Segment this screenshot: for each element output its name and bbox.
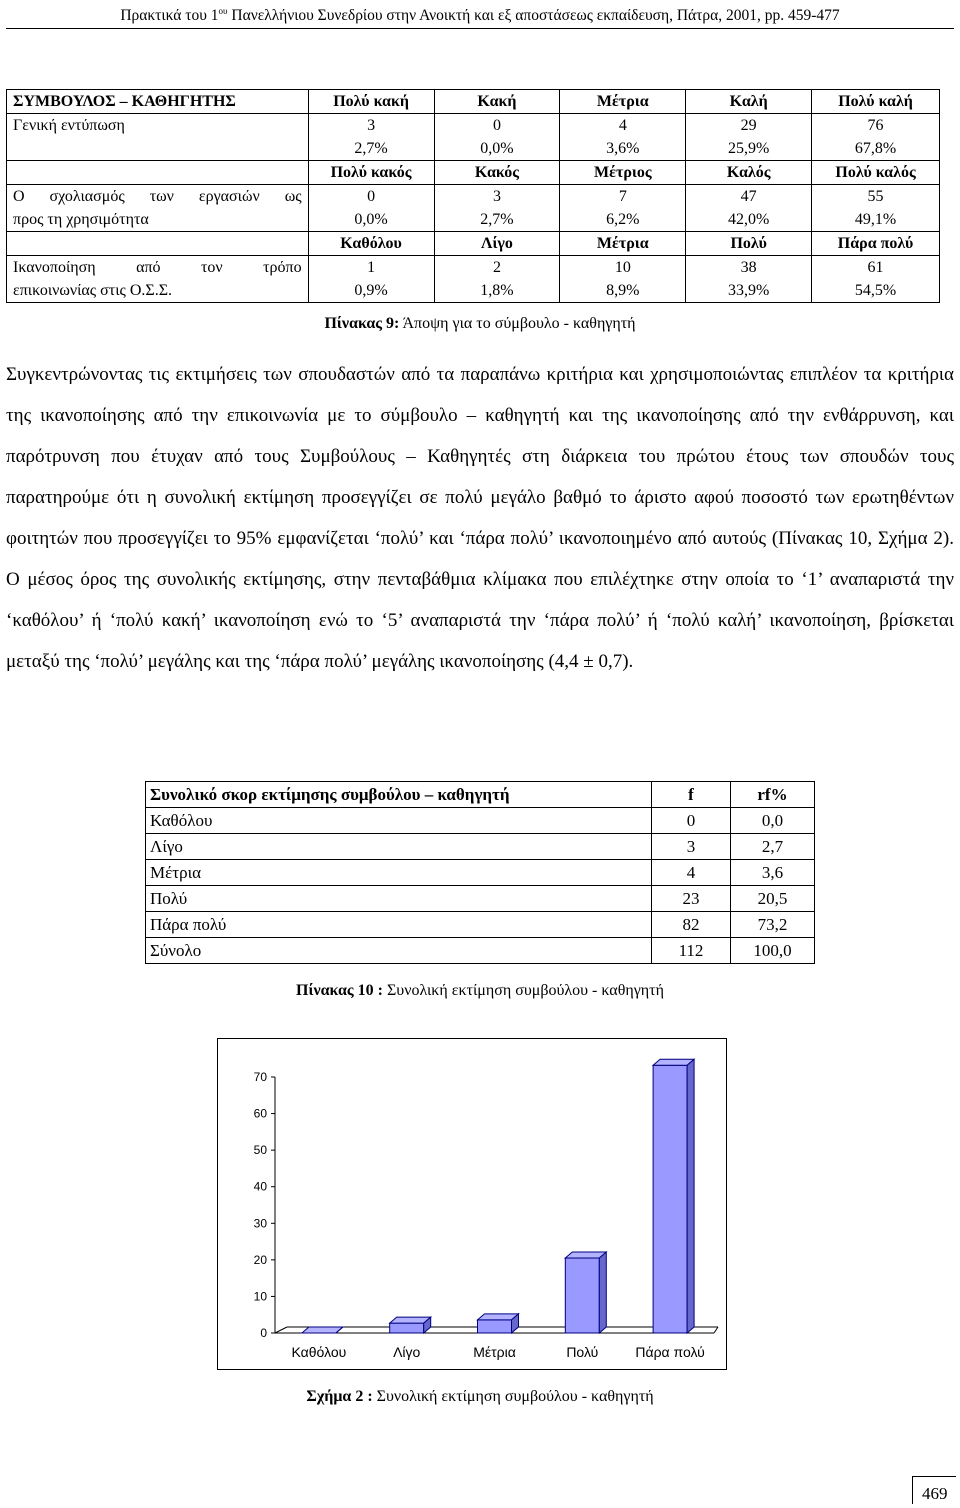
percent: 0,0% [480, 140, 514, 157]
table-cell: 3 [652, 834, 731, 860]
table-10 [145, 781, 815, 964]
count: 0 [492, 117, 501, 134]
table9-scale2-cell: Μέτριος [560, 161, 686, 185]
table9-cell [434, 114, 560, 161]
x-tick-label: Καθόλου [291, 1344, 347, 1360]
count: 3 [492, 188, 501, 205]
footer-rule-vertical [912, 1476, 913, 1504]
table9-cell [308, 256, 434, 303]
table-9 [6, 89, 940, 303]
percent: 6,2% [606, 211, 640, 228]
table9-cell [434, 256, 560, 303]
count: 3 [367, 117, 376, 134]
bar-side [687, 1059, 694, 1333]
percent: 42,0% [728, 211, 770, 228]
count: 7 [618, 188, 627, 205]
table9-row-label [7, 256, 309, 303]
table9-cell [812, 114, 940, 161]
y-tick-label: 10 [253, 1289, 267, 1304]
table-cell: Σύνολο [146, 938, 652, 964]
bar [653, 1065, 687, 1333]
body-paragraph: Συγκεντρώνοντας τις εκτιμήσεις των σπουδαστών από τα παραπάνω κριτήρια και χρησιμοποιώντας επιπλέον τα κριτήρια της ικανοποίησης από την επικοινωνία με το σύμβουλο – καθηγητή και της ικανοποίησης από την ενθάρρυνση, και παρότρυνση που έτυχαν από τους Συμβούλους – Καθηγητές στη διάρκεια του πρώτου έτους των σπουδών τους παρατηρούμε ότι η συνολική εκτίμηση προσεγγίζει σε πολύ μεγάλο βαθμό το άριστο αφού ποσοστό των ερωτηθέντων φοιτητών που προσεγγίζει το 95% εμφανίζεται ‘πολύ’ και ‘πάρα πολύ’ ικανοποιημένο από αυτούς (Πίνακας 10, Σχήμα 2). Ο μέσος όρος της συνολικής εκτίμησης, στην πενταβάθμια κλίμακα που επιλέχτηκε στην οποία το ‘1’ αναπαριστά την ‘καθόλου’ ή ‘πολύ κακή’ ικανοποίηση ενώ το ‘5’ αναπαριστά την ‘πάρα πολύ’ ή ‘πολύ καλή’ ικανοποίηση, βρίσκεται μεταξύ της ‘πολύ’ μεγάλης και της ‘πάρα πολύ’ μεγάλης ικανοποίησης (4,4 ± 0,7). [6, 364, 954, 672]
table9-scale1-cell: Καλή [686, 90, 812, 114]
table-cell: 100,0 [731, 938, 815, 964]
table-cell: Πολύ [146, 886, 652, 912]
table9-header-row [7, 90, 940, 114]
table9-scale2-cell: Κακός [434, 161, 560, 185]
table9-row [7, 114, 940, 161]
table-row [146, 938, 815, 964]
table9-row [7, 256, 940, 303]
table9-row-label [7, 185, 309, 232]
table9-scale1-cell: Πολύ καλή [812, 90, 940, 114]
table9-cell [560, 114, 686, 161]
table9-cell [434, 185, 560, 232]
percent: 25,9% [728, 140, 770, 157]
table9-cell [560, 185, 686, 232]
table9-scale-row [7, 161, 940, 185]
caption-text: Συνολική εκτίμηση συμβούλου - καθηγητή [372, 1388, 654, 1405]
table9-scale3-cell: Μέτρια [560, 232, 686, 256]
percent: 2,7% [480, 211, 514, 228]
chart-frame [218, 1039, 727, 1370]
table-cell: 23 [652, 886, 731, 912]
y-tick-label: 60 [253, 1106, 267, 1121]
header-text-after: Πανελλήνιου Συνεδρίου στην Ανοικτή και εξ αποστάσεως εκπαίδευση, Πάτρα, 2001, pp. 459-477 [227, 7, 840, 25]
table10-caption [0, 982, 960, 1000]
table-row [146, 886, 815, 912]
header-sup: ου [218, 6, 228, 16]
count: 38 [740, 259, 757, 276]
table9-scale2-cell: Πολύ καλός [812, 161, 940, 185]
table9-scale1-cell: Πολύ κακή [308, 90, 434, 114]
table9-scale-row [7, 232, 940, 256]
table-cell: 0,0 [731, 808, 815, 834]
table-cell: 2,7 [731, 834, 815, 860]
table9-row-label [7, 114, 309, 161]
table-cell: Λίγο [146, 834, 652, 860]
y-tick-label: 40 [253, 1179, 267, 1194]
table9-cell [812, 185, 940, 232]
table9-scale3-cell: Λίγο [434, 232, 560, 256]
table-cell: 20,5 [731, 886, 815, 912]
y-tick-label: 20 [253, 1252, 267, 1267]
table9-label-line: Γενική εντύπωση [13, 117, 125, 134]
count: 55 [867, 188, 884, 205]
table-cell: Πάρα πολύ [146, 912, 652, 938]
table9-label-line: επικοινωνίας στις Ο.Σ.Σ. [13, 282, 173, 299]
running-header [0, 6, 960, 25]
table9-label-line: προς τη χρησιμότητα [13, 211, 149, 228]
table-cell: 4 [652, 860, 731, 886]
count: 29 [740, 117, 757, 134]
table9-label-line [13, 137, 302, 160]
percent: 2,7% [354, 140, 388, 157]
bar-side [599, 1252, 606, 1333]
percent: 49,1% [854, 211, 897, 228]
table9-scale2-cell: Πολύ κακός [308, 161, 434, 185]
table9-cell [686, 185, 812, 232]
percent: 8,9% [606, 282, 640, 299]
table9-row [7, 185, 940, 232]
y-tick-label: 70 [253, 1070, 267, 1084]
table9-col0-header: ΣΥΜΒΟΥΛΟΣ – ΚΑΘΗΓΗΤΗΣ [7, 90, 309, 114]
count: 1 [367, 259, 376, 276]
count: 2 [492, 259, 501, 276]
table-cell: 112 [652, 938, 731, 964]
table-cell: Μέτρια [146, 860, 652, 886]
table-row [146, 860, 815, 886]
table-cell: 82 [652, 912, 731, 938]
table9-caption [0, 315, 960, 333]
x-tick-label: Πάρα πολύ [635, 1344, 705, 1360]
y-tick-label: 30 [253, 1216, 267, 1231]
y-tick-label: 0 [260, 1326, 267, 1340]
table9-label-line: Ο σχολιασμός των εργασιών ως [13, 188, 302, 205]
percent: 0,9% [354, 282, 388, 299]
page-number: 469 [922, 1484, 948, 1503]
x-tick-label: Λίγο [393, 1344, 421, 1360]
caption-label: Πίνακας 9: [324, 315, 400, 332]
caption-text: Άποψη για το σύμβουλο - καθηγητή [399, 315, 636, 332]
header-text-before: Πρακτικά του 1 [120, 7, 219, 25]
table9-cell [812, 256, 940, 303]
table-cell: 0 [652, 808, 731, 834]
table9-scale2-cell: Καλός [686, 161, 812, 185]
bar-chart [217, 1038, 727, 1370]
table-cell: 3,6 [731, 860, 815, 886]
count: 76 [867, 117, 884, 134]
bar [390, 1323, 424, 1333]
table10-header-row [146, 782, 815, 808]
count: 47 [740, 188, 757, 205]
table9-cell [308, 185, 434, 232]
count: 4 [618, 117, 627, 134]
caption-text: Συνολική εκτίμηση συμβούλου - καθηγητή [382, 982, 664, 999]
percent: 3,6% [606, 140, 640, 157]
count: 10 [614, 259, 631, 276]
percent: 1,8% [480, 282, 514, 299]
x-tick-label: Πολύ [566, 1344, 599, 1360]
table10-header-cell: Συνολικό σκορ εκτίμησης συμβούλου – καθηγητή [146, 782, 652, 808]
figure2-caption [0, 1388, 960, 1406]
caption-label: Πίνακας 10 : [296, 982, 383, 999]
percent: 67,8% [854, 140, 897, 157]
table-row [146, 834, 815, 860]
table9-scale3-cell: Πάρα πολύ [812, 232, 940, 256]
table9-scale1-cell: Μέτρια [560, 90, 686, 114]
table9-scale3-cell: Πολύ [686, 232, 812, 256]
table9-empty-cell [7, 161, 309, 185]
percent: 33,9% [728, 282, 770, 299]
table9-cell [560, 256, 686, 303]
table10-header-cell: rf% [731, 782, 815, 808]
table9-label-line: Ικανοποίηση από τον τρόπο [13, 259, 302, 276]
header-rule [6, 28, 954, 29]
y-tick-label: 50 [253, 1143, 267, 1158]
table9-scale1-cell: Κακή [434, 90, 560, 114]
count: 0 [367, 188, 376, 205]
percent: 0,0% [354, 211, 388, 228]
table9-cell [686, 114, 812, 161]
footer-rule [912, 1476, 956, 1477]
bar [478, 1320, 512, 1333]
bar [565, 1258, 599, 1333]
percent: 54,5% [854, 282, 897, 299]
caption-label: Σχήμα 2 : [306, 1388, 373, 1405]
table9-scale3-cell: Καθόλου [308, 232, 434, 256]
table-row [146, 808, 815, 834]
table9-cell [308, 114, 434, 161]
table-cell: 73,2 [731, 912, 815, 938]
x-tick-label: Μέτρια [473, 1344, 516, 1360]
table10-header-cell: f [652, 782, 731, 808]
table-row [146, 912, 815, 938]
table9-empty-cell [7, 232, 309, 256]
count: 61 [867, 259, 884, 276]
table9-cell [686, 256, 812, 303]
table-cell: Καθόλου [146, 808, 652, 834]
